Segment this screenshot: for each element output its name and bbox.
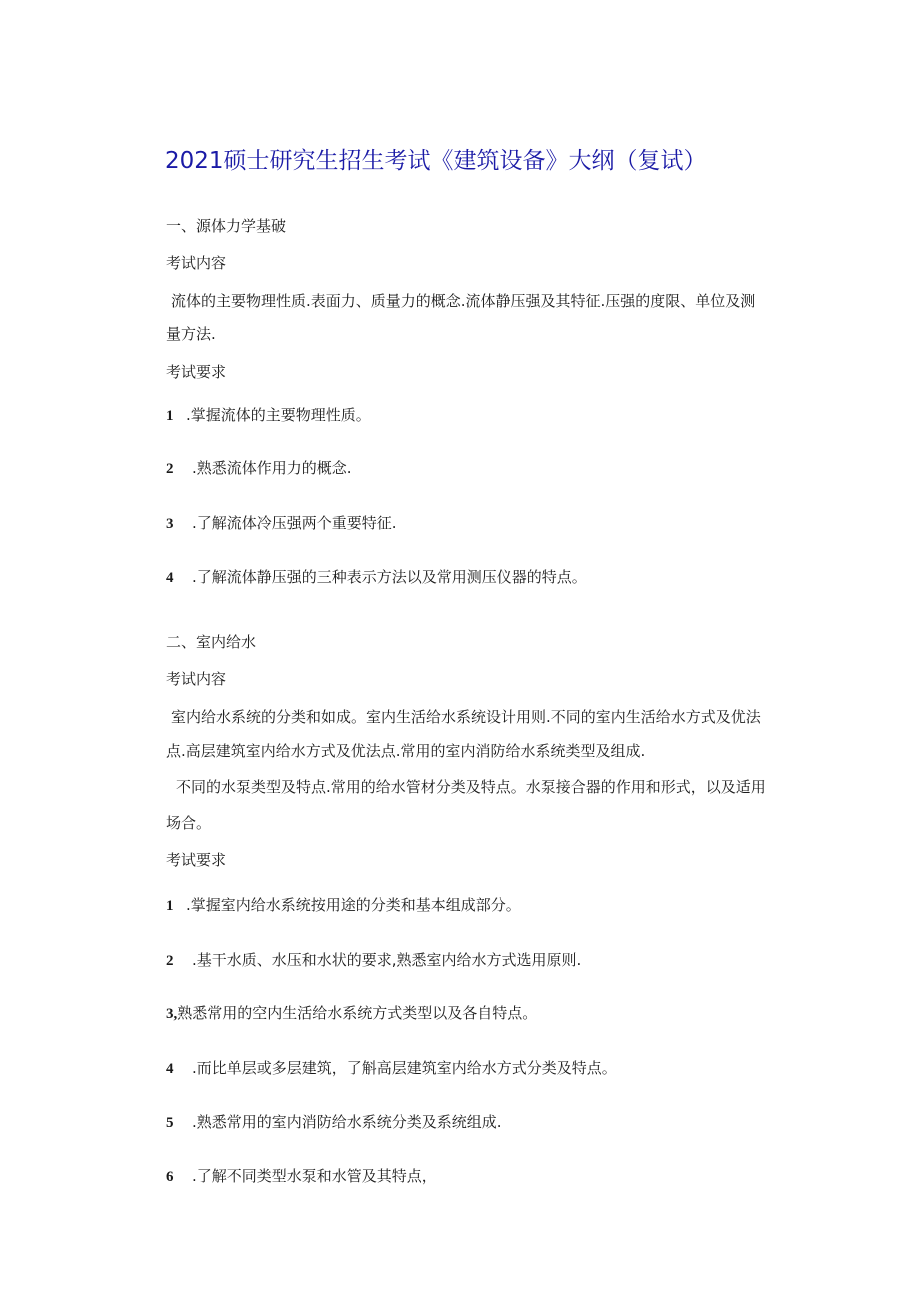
item-text: .了解不同类型水泵和水管及其特点， <box>192 1167 437 1185</box>
item-text: .熟悉常用的室内消防给水系统分类及系统组成. <box>192 1113 502 1131</box>
content-paragraph-3-line-1: 不同的水泵类型及特点.常用的给水管材分类及特点。水泵接合器的作用和形式，以及适用 <box>176 778 766 796</box>
item-number: 4 <box>166 1061 174 1077</box>
item-number: 2 <box>166 953 174 969</box>
requirement-item <box>166 895 521 916</box>
requirement-item <box>166 1003 537 1024</box>
requirement-item <box>166 1166 437 1187</box>
requirement-item <box>166 567 587 588</box>
content-paragraph-1-line-1: 流体的主要物理性质.表面力、质量力的概念.流体静压强及其特征.压强的度限、单位及测 <box>171 292 756 310</box>
requirement-item <box>166 950 581 971</box>
item-number: 3 <box>166 516 174 532</box>
item-text: .了解流体冷压强两个重要特征. <box>192 514 397 532</box>
requirement-item <box>166 513 397 534</box>
requirement-item <box>166 1112 502 1133</box>
document-title: 2021硕士研究生招生考试《建筑设备》大纲（复试） <box>165 148 707 174</box>
item-text: .掌握室内给水系统按用途的分类和基本组成部分。 <box>186 896 521 914</box>
item-number: 6 <box>166 1169 174 1185</box>
item-text: .基干水质、水压和水状的要求,熟悉室内给水方式选用原则. <box>192 951 582 969</box>
content-paragraph-1-line-2: 量方法. <box>166 325 216 343</box>
content-paragraph-2-line-1: 室内给水系统的分类和如成。室内生活给水系统设计用则.不同的室内生活给水方式及优法 <box>171 708 761 726</box>
item-text: .了解流体静压强的三种表示方法以及常用测压仪器的特点。 <box>192 568 587 586</box>
item-number: 2 <box>166 461 174 477</box>
item-number: 1 <box>166 898 174 914</box>
requirement-item <box>166 405 371 426</box>
item-text: .熟悉流体作用力的概念. <box>192 459 352 477</box>
section-heading-1: 一、源体力学基破 <box>166 217 287 235</box>
item-number: 4 <box>166 570 174 586</box>
item-text: 熟悉常用的空内生活给水系统方式类型以及各自特点。 <box>177 1004 538 1022</box>
requirements-label-2: 考试要求 <box>166 851 227 869</box>
content-paragraph-3-line-2: 场合。 <box>166 814 212 832</box>
content-label-1: 考试内容 <box>166 254 227 272</box>
item-text: .而比单层或多层建筑，了斛高层建筑室内给水方式分类及特点。 <box>192 1059 617 1077</box>
item-number: 1 <box>166 408 174 424</box>
item-text: .掌握流体的主要物理性质。 <box>186 406 371 424</box>
item-number: 3, <box>166 1006 178 1022</box>
content-paragraph-2-line-2: 点.高层建筑室内给水方式及优法点.常用的室内消防给水系统类型及组成. <box>166 742 646 760</box>
requirement-item <box>166 458 352 479</box>
item-number: 5 <box>166 1115 174 1131</box>
requirements-label-1: 考试要求 <box>166 363 227 381</box>
requirement-item <box>166 1058 617 1079</box>
content-label-2: 考试内容 <box>166 670 227 688</box>
section-heading-2: 二、室内给水 <box>166 633 257 651</box>
